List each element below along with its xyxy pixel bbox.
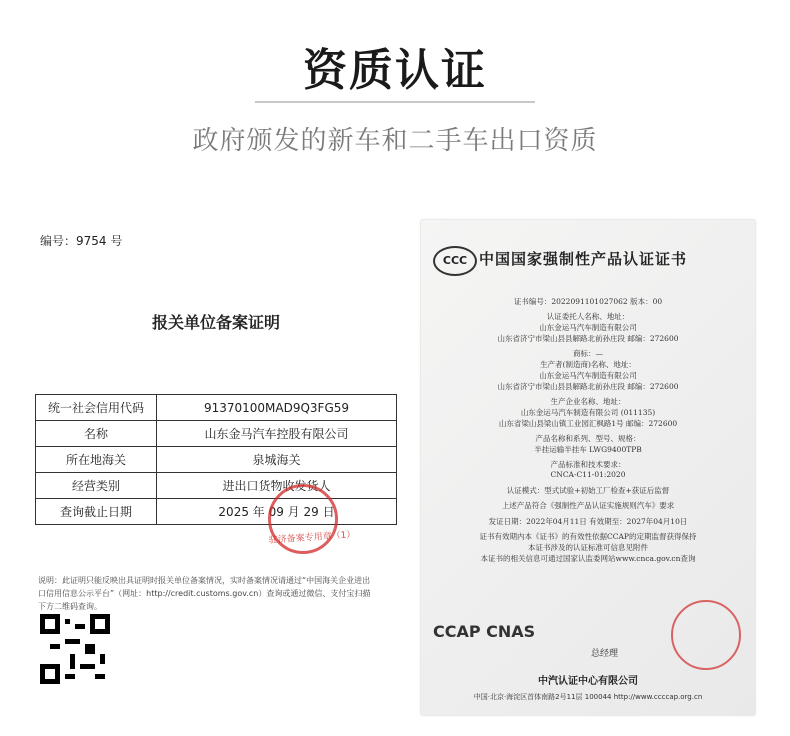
certificate-note: 说明：此证明只能反映出具证明时报关单位备案情况，实时备案情况请通过“中国海关企业进出口信用信息公示平台”（网址：http://credit.customs.gov.cn）查询或通过微信、支付宝扫描下方二维码查询。	[38, 576, 371, 611]
row-key: 所在地海关	[36, 447, 157, 473]
certificate-title: 报关单位备案证明	[151, 313, 280, 332]
cert-line: 山东省济宁市梁山县县解路北前孙庄段 邮编：272600	[497, 334, 679, 343]
registration-table	[35, 394, 397, 525]
cert-line: 认证模式：型式试验+初始工厂检查+获证后监督	[506, 486, 670, 495]
row-key: 统一社会信用代码	[36, 395, 157, 421]
row-value: 2025 年 09 月 29 日	[157, 499, 397, 525]
table-row	[36, 447, 397, 473]
page-title: 资质认证	[303, 45, 487, 96]
cert-line: 证书有效期内本《证书》的有效性依据CCAP的定期监督获得保持	[479, 532, 697, 541]
cert-line: 本证书的相关信息可通过国家认监委网站www.cnca.gov.cn查询	[480, 554, 696, 563]
certificate-number: 编号：9754 号	[40, 234, 123, 248]
qr-code	[40, 614, 110, 684]
cert-line: 山东金运马汽车制造有限公司 (011135)	[520, 408, 656, 417]
organization-address: 中国·北京·海淀区首体南路2号11层 100044 http://www.ccccap.org.cn	[473, 693, 703, 701]
row-key: 名称	[36, 421, 157, 447]
cert-line: 产品标准和技术要求：	[550, 460, 626, 469]
ccc-logo-icon: CCC	[433, 246, 477, 276]
table-row	[36, 499, 397, 525]
cert-line: 认证委托人名称、地址：	[546, 312, 630, 321]
table-row	[36, 395, 397, 421]
cert-line: 商标：—	[573, 349, 603, 358]
row-key: 查询截止日期	[36, 499, 157, 525]
cert-line: 生产企业名称、地址：	[550, 397, 626, 406]
page-subtitle: 政府颁发的新车和二手车出口资质	[192, 126, 598, 156]
accreditation-logos: CCAP CNAS	[433, 622, 536, 641]
row-value: 91370100MAD9Q3FG59	[157, 395, 397, 421]
table-row	[36, 473, 397, 499]
cert-line: 山东省梁山县梁山镇工业园汇枫路1号 邮编：272600	[498, 419, 678, 428]
cert-line: 证书编号：2022091101027062 版本：00	[513, 297, 663, 306]
cert-line: 发证日期：2022年04月11日 有效期至：2027年04月10日	[488, 517, 688, 526]
row-value: 进出口货物收发货人	[157, 473, 397, 499]
ccc-title: 中国国家强制性产品认证证书	[479, 250, 688, 268]
cert-line: 本证书涉及的认证标准可信息见附件	[528, 543, 648, 552]
manager-signature-label: 总经理	[591, 649, 619, 659]
seal-text: 驻济备案专用章（1）	[268, 529, 356, 547]
certification-seal	[671, 600, 741, 670]
ccc-certificate	[421, 220, 755, 715]
cert-line: 山东省济宁市梁山县县解路北前孙庄段 邮编：272600	[497, 382, 679, 391]
cert-line: CNCA-C11-01:2020	[550, 470, 626, 479]
row-value: 泉城海关	[157, 447, 397, 473]
issuing-organization: 中汽认证中心有限公司	[538, 676, 638, 687]
row-key: 经营类别	[36, 473, 157, 499]
cert-line: 山东金运马汽车制造有限公司	[539, 371, 637, 380]
cert-line: 产品名称和系列、型号、规格：	[535, 434, 641, 443]
cert-line: 生产者(制造商)名称、地址：	[540, 360, 636, 369]
cert-line: 半挂运输半挂车 LWG9400TPB	[534, 445, 642, 454]
row-value: 山东金马汽车控股有限公司	[157, 421, 397, 447]
cert-line: 上述产品符合《强制性产品认证实施规则汽车》要求	[501, 501, 675, 510]
cert-line: 山东金运马汽车制造有限公司	[539, 323, 637, 332]
table-row	[36, 421, 397, 447]
title-divider	[255, 101, 535, 103]
customs-registration-certificate	[30, 214, 402, 704]
